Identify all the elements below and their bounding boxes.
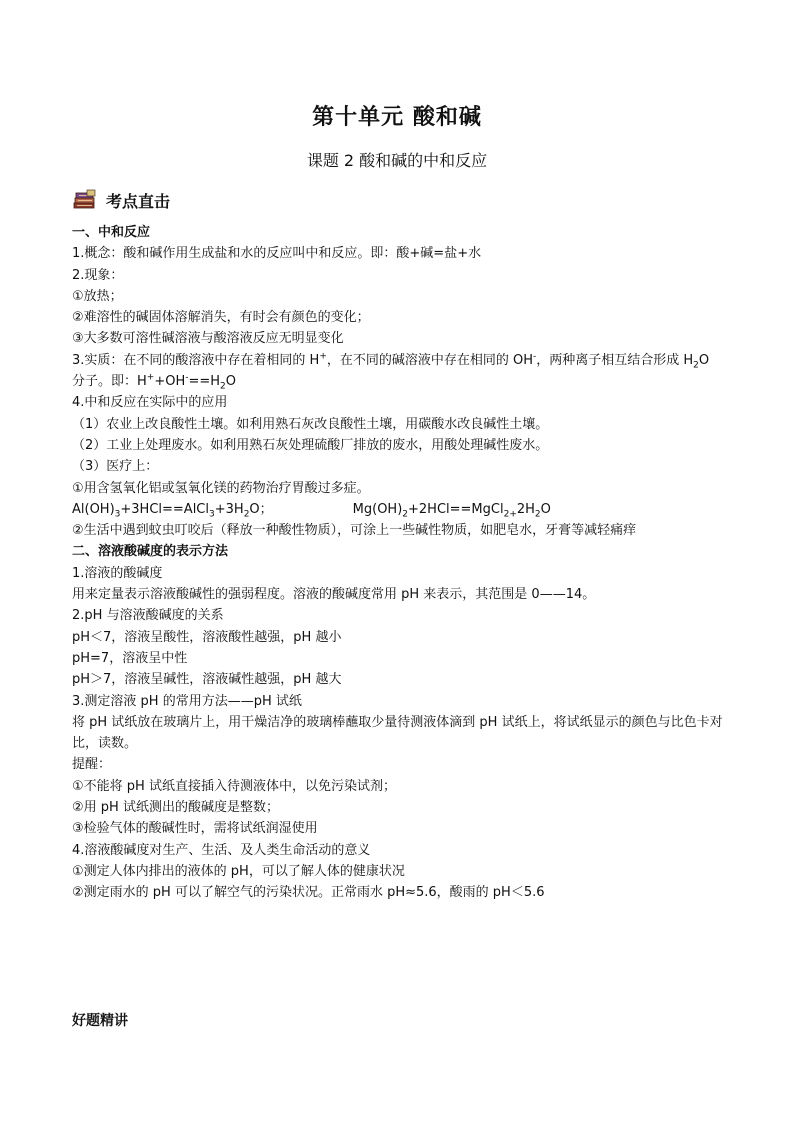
ph-relation: pH＞7，溶液呈碱性，溶液碱性越强，pH 越大 (72, 672, 342, 688)
application-item: （2）工业上处理废水。如利用熟石灰处理硫酸厂排放的废水，用酸处理碱性废水。 (72, 437, 549, 453)
book-stack-icon (72, 189, 98, 211)
application-detail: ②生活中遇到蚊虫叮咬后（释放一种酸性物质），可涂上一些碱性物质，如肥皂水，牙膏等减轻痛痒 (72, 523, 637, 539)
subheading: 2.pH 与溶液酸碱度的关系 (72, 608, 224, 624)
essence-equation: 分子。即：$H^++OH^-==H_2O$ (72, 372, 237, 392)
application-item: （3）医疗上： (72, 459, 159, 475)
subheading: 4.溶液酸碱度对生产、生活、及人类生命活动的意义 (72, 842, 371, 858)
phenomenon-label: 2.现象： (72, 267, 124, 283)
ph-relation: pH=7，溶液呈中性 (72, 650, 188, 666)
section2-heading: 二、溶液酸碱度的表示方法 (72, 544, 229, 560)
section-header (72, 186, 170, 214)
application-item: （1）农业上改良酸性土壤。如利用熟石灰改良酸性土壤，用碳酸水改良碱性土壤。 (72, 416, 549, 432)
tip-label: 提醒： (72, 757, 112, 773)
page-subtitle: 课题 2 酸和碱的中和反应 (306, 151, 488, 170)
page-title: 第十单元 酸和碱 (312, 104, 482, 130)
concept-line: 1.概念：酸和碱作用生成盐和水的反应叫中和反应。即：酸+碱=盐+水 (72, 246, 482, 262)
section-label: 考点直击 (106, 191, 171, 211)
tip-item: ①不能将 pH 试纸直接插入待测液体中，以免污染试剂； (72, 778, 396, 794)
essence-line: 3.实质：在不同的酸溶液中存在着相同的 H+，在不同的碱溶液中存在相同的 OH-，两种离子相互结合形成 $H_2O$ (72, 351, 710, 371)
paragraph: 将 pH 试纸放在玻璃片上，用干燥洁净的玻璃棒蘸取少量待测液体滴到 pH 试纸上，将试纸显示的颜色与比色卡对比，读数。 (72, 714, 723, 752)
application-detail: ①用含氢氧化铝或氢氧化镁的药物治疗胃酸过多症。 (72, 480, 370, 496)
applications-label: 4.中和反应在实际中的应用 (72, 395, 228, 411)
tip-item: ②用 pH 试纸测出的酸碱度是整数； (72, 800, 279, 816)
subheading: 1.溶液的酸碱度 (72, 565, 163, 581)
phenomenon-item: ③大多数可溶性碱溶液与酸溶液反应无明显变化 (72, 331, 344, 347)
paragraph: 用来定量表示溶液酸碱性的强弱程度。溶液的酸碱度常用 pH 来表示，其范围是 0——14。 (72, 587, 596, 603)
section1-heading: 一、中和反应 (72, 225, 151, 240)
tip-item: ③检验气体的酸碱性时，需将试纸润湿使用 (72, 821, 318, 837)
equations-line: $Al(OH)_3+3HCl==AlCl_3+3H_2O$； $Mg(OH)_2+2HCl==MgCl_{2+}2H_2O$ (72, 501, 551, 520)
subheading: 3.测定溶液 pH 的常用方法——pH 试纸 (72, 693, 302, 709)
footer-heading: 好题精讲 (72, 1013, 128, 1029)
ph-relation: pH＜7，溶液呈酸性，溶液酸性越强，pH 越小 (72, 629, 342, 645)
phenomenon-item: ②难溶性的碱固体溶解消失，有时会有颜色的变化； (72, 310, 370, 326)
phenomenon-item: ①放热； (72, 288, 123, 304)
significance-item: ①测定人体内排出的液体的 pH，可以了解人体的健康状况 (72, 863, 405, 879)
notes-body (72, 222, 732, 904)
significance-item: ②测定雨水的 pH 可以了解空气的污染状况。正常雨水 pH≈5.6，酸雨的 pH＜5.6 (72, 885, 545, 901)
